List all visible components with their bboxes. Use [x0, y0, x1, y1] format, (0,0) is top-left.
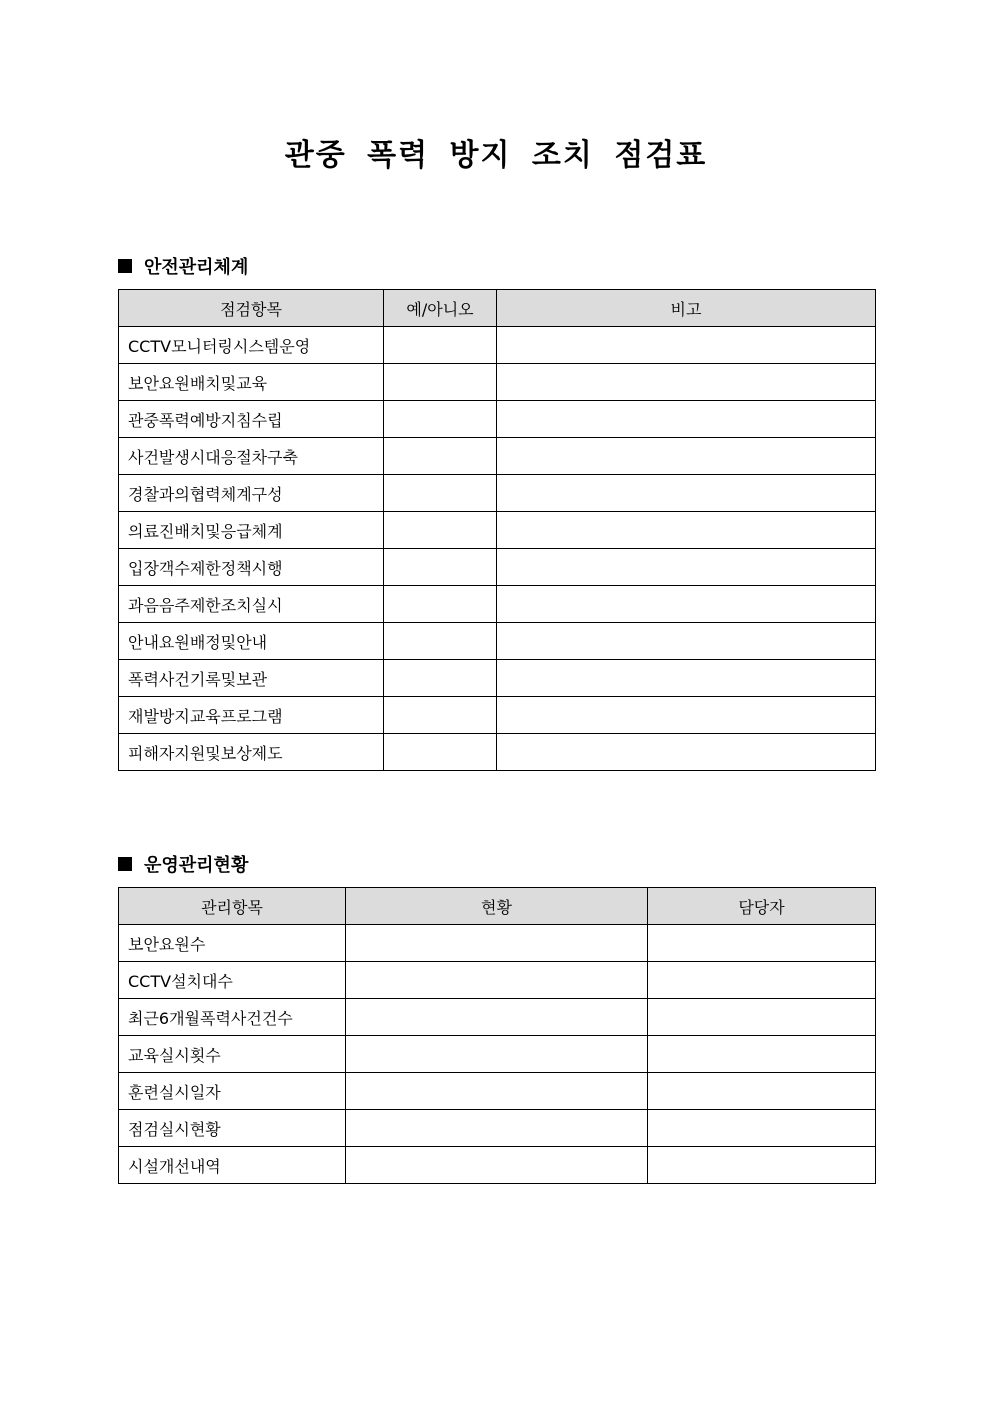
row-item-label: 피해자지원및보상제도	[119, 734, 384, 771]
column-header-status: 현황	[346, 888, 648, 925]
table-row	[119, 586, 876, 623]
person-in-charge-cell[interactable]	[648, 1147, 876, 1184]
row-item-label: 훈련실시일자	[119, 1073, 346, 1110]
section-heading-safety	[118, 253, 248, 279]
row-item-label: 과음음주제한조치실시	[119, 586, 384, 623]
row-item-label: 점검실시현황	[119, 1110, 346, 1147]
status-cell[interactable]	[346, 1110, 648, 1147]
table-row	[119, 1147, 876, 1184]
page-title: 관중 폭력 방지 조치 점검표	[284, 138, 708, 173]
remarks-cell[interactable]	[497, 364, 876, 401]
table-row	[119, 660, 876, 697]
section-heading-label: 운영관리현황	[144, 855, 249, 876]
person-in-charge-cell[interactable]	[648, 1110, 876, 1147]
row-item-label: 경찰과의협력체계구성	[119, 475, 384, 512]
row-item-label: 사건발생시대응절차구축	[119, 438, 384, 475]
person-in-charge-cell[interactable]	[648, 925, 876, 962]
remarks-cell[interactable]	[497, 697, 876, 734]
row-item-label: 입장객수제한정책시행	[119, 549, 384, 586]
table-row	[119, 1110, 876, 1147]
row-item-label: 재발방지교육프로그램	[119, 697, 384, 734]
status-cell[interactable]	[346, 1036, 648, 1073]
remarks-cell[interactable]	[497, 512, 876, 549]
yes-no-cell[interactable]	[384, 734, 497, 771]
row-item-label: 교육실시횟수	[119, 1036, 346, 1073]
row-item-label: CCTV모니터링시스템운영	[119, 327, 384, 364]
column-header-management-item: 관리항목	[119, 888, 346, 925]
table-row	[119, 327, 876, 364]
row-item-label: 최근6개월폭력사건건수	[119, 999, 346, 1036]
status-cell[interactable]	[346, 962, 648, 999]
table-row	[119, 549, 876, 586]
row-item-label: 안내요원배정및안내	[119, 623, 384, 660]
table-row	[119, 1036, 876, 1073]
remarks-cell[interactable]	[497, 475, 876, 512]
row-item-label: CCTV설치대수	[119, 962, 346, 999]
status-cell[interactable]	[346, 1147, 648, 1184]
table-row	[119, 925, 876, 962]
table-row	[119, 962, 876, 999]
table-row	[119, 697, 876, 734]
operations-status-table	[118, 887, 876, 1184]
yes-no-cell[interactable]	[384, 623, 497, 660]
row-item-label: 보안요원배치및교육	[119, 364, 384, 401]
row-item-label: 보안요원수	[119, 925, 346, 962]
remarks-cell[interactable]	[497, 327, 876, 364]
remarks-cell[interactable]	[497, 401, 876, 438]
status-cell[interactable]	[346, 1073, 648, 1110]
table-row	[119, 364, 876, 401]
safety-checklist-table	[118, 289, 876, 771]
person-in-charge-cell[interactable]	[648, 1073, 876, 1110]
yes-no-cell[interactable]	[384, 697, 497, 734]
column-header-remarks: 비고	[497, 290, 876, 327]
column-header-check-item: 점검항목	[119, 290, 384, 327]
yes-no-cell[interactable]	[384, 401, 497, 438]
yes-no-cell[interactable]	[384, 660, 497, 697]
row-item-label: 폭력사건기록및보관	[119, 660, 384, 697]
yes-no-cell[interactable]	[384, 327, 497, 364]
status-cell[interactable]	[346, 999, 648, 1036]
yes-no-cell[interactable]	[384, 364, 497, 401]
remarks-cell[interactable]	[497, 549, 876, 586]
column-header-yes-no: 예/아니오	[384, 290, 497, 327]
remarks-cell[interactable]	[497, 586, 876, 623]
person-in-charge-cell[interactable]	[648, 962, 876, 999]
status-cell[interactable]	[346, 925, 648, 962]
yes-no-cell[interactable]	[384, 512, 497, 549]
table-row	[119, 999, 876, 1036]
square-bullet-icon	[118, 259, 132, 273]
table-row	[119, 438, 876, 475]
remarks-cell[interactable]	[497, 438, 876, 475]
row-item-label: 시설개선내역	[119, 1147, 346, 1184]
yes-no-cell[interactable]	[384, 549, 497, 586]
remarks-cell[interactable]	[497, 660, 876, 697]
table-row	[119, 401, 876, 438]
table-header-row	[119, 888, 876, 925]
person-in-charge-cell[interactable]	[648, 999, 876, 1036]
person-in-charge-cell[interactable]	[648, 1036, 876, 1073]
section-heading-label: 안전관리체계	[144, 257, 249, 278]
yes-no-cell[interactable]	[384, 438, 497, 475]
remarks-cell[interactable]	[497, 734, 876, 771]
square-bullet-icon	[118, 857, 132, 871]
table-row	[119, 1073, 876, 1110]
yes-no-cell[interactable]	[384, 475, 497, 512]
table-row	[119, 623, 876, 660]
column-header-person-in-charge: 담당자	[648, 888, 876, 925]
remarks-cell[interactable]	[497, 623, 876, 660]
section-heading-operations	[118, 851, 248, 877]
table-row	[119, 734, 876, 771]
row-item-label: 관중폭력예방지침수립	[119, 401, 384, 438]
table-row	[119, 512, 876, 549]
table-header-row	[119, 290, 876, 327]
row-item-label: 의료진배치및응급체계	[119, 512, 384, 549]
table-row	[119, 475, 876, 512]
yes-no-cell[interactable]	[384, 586, 497, 623]
